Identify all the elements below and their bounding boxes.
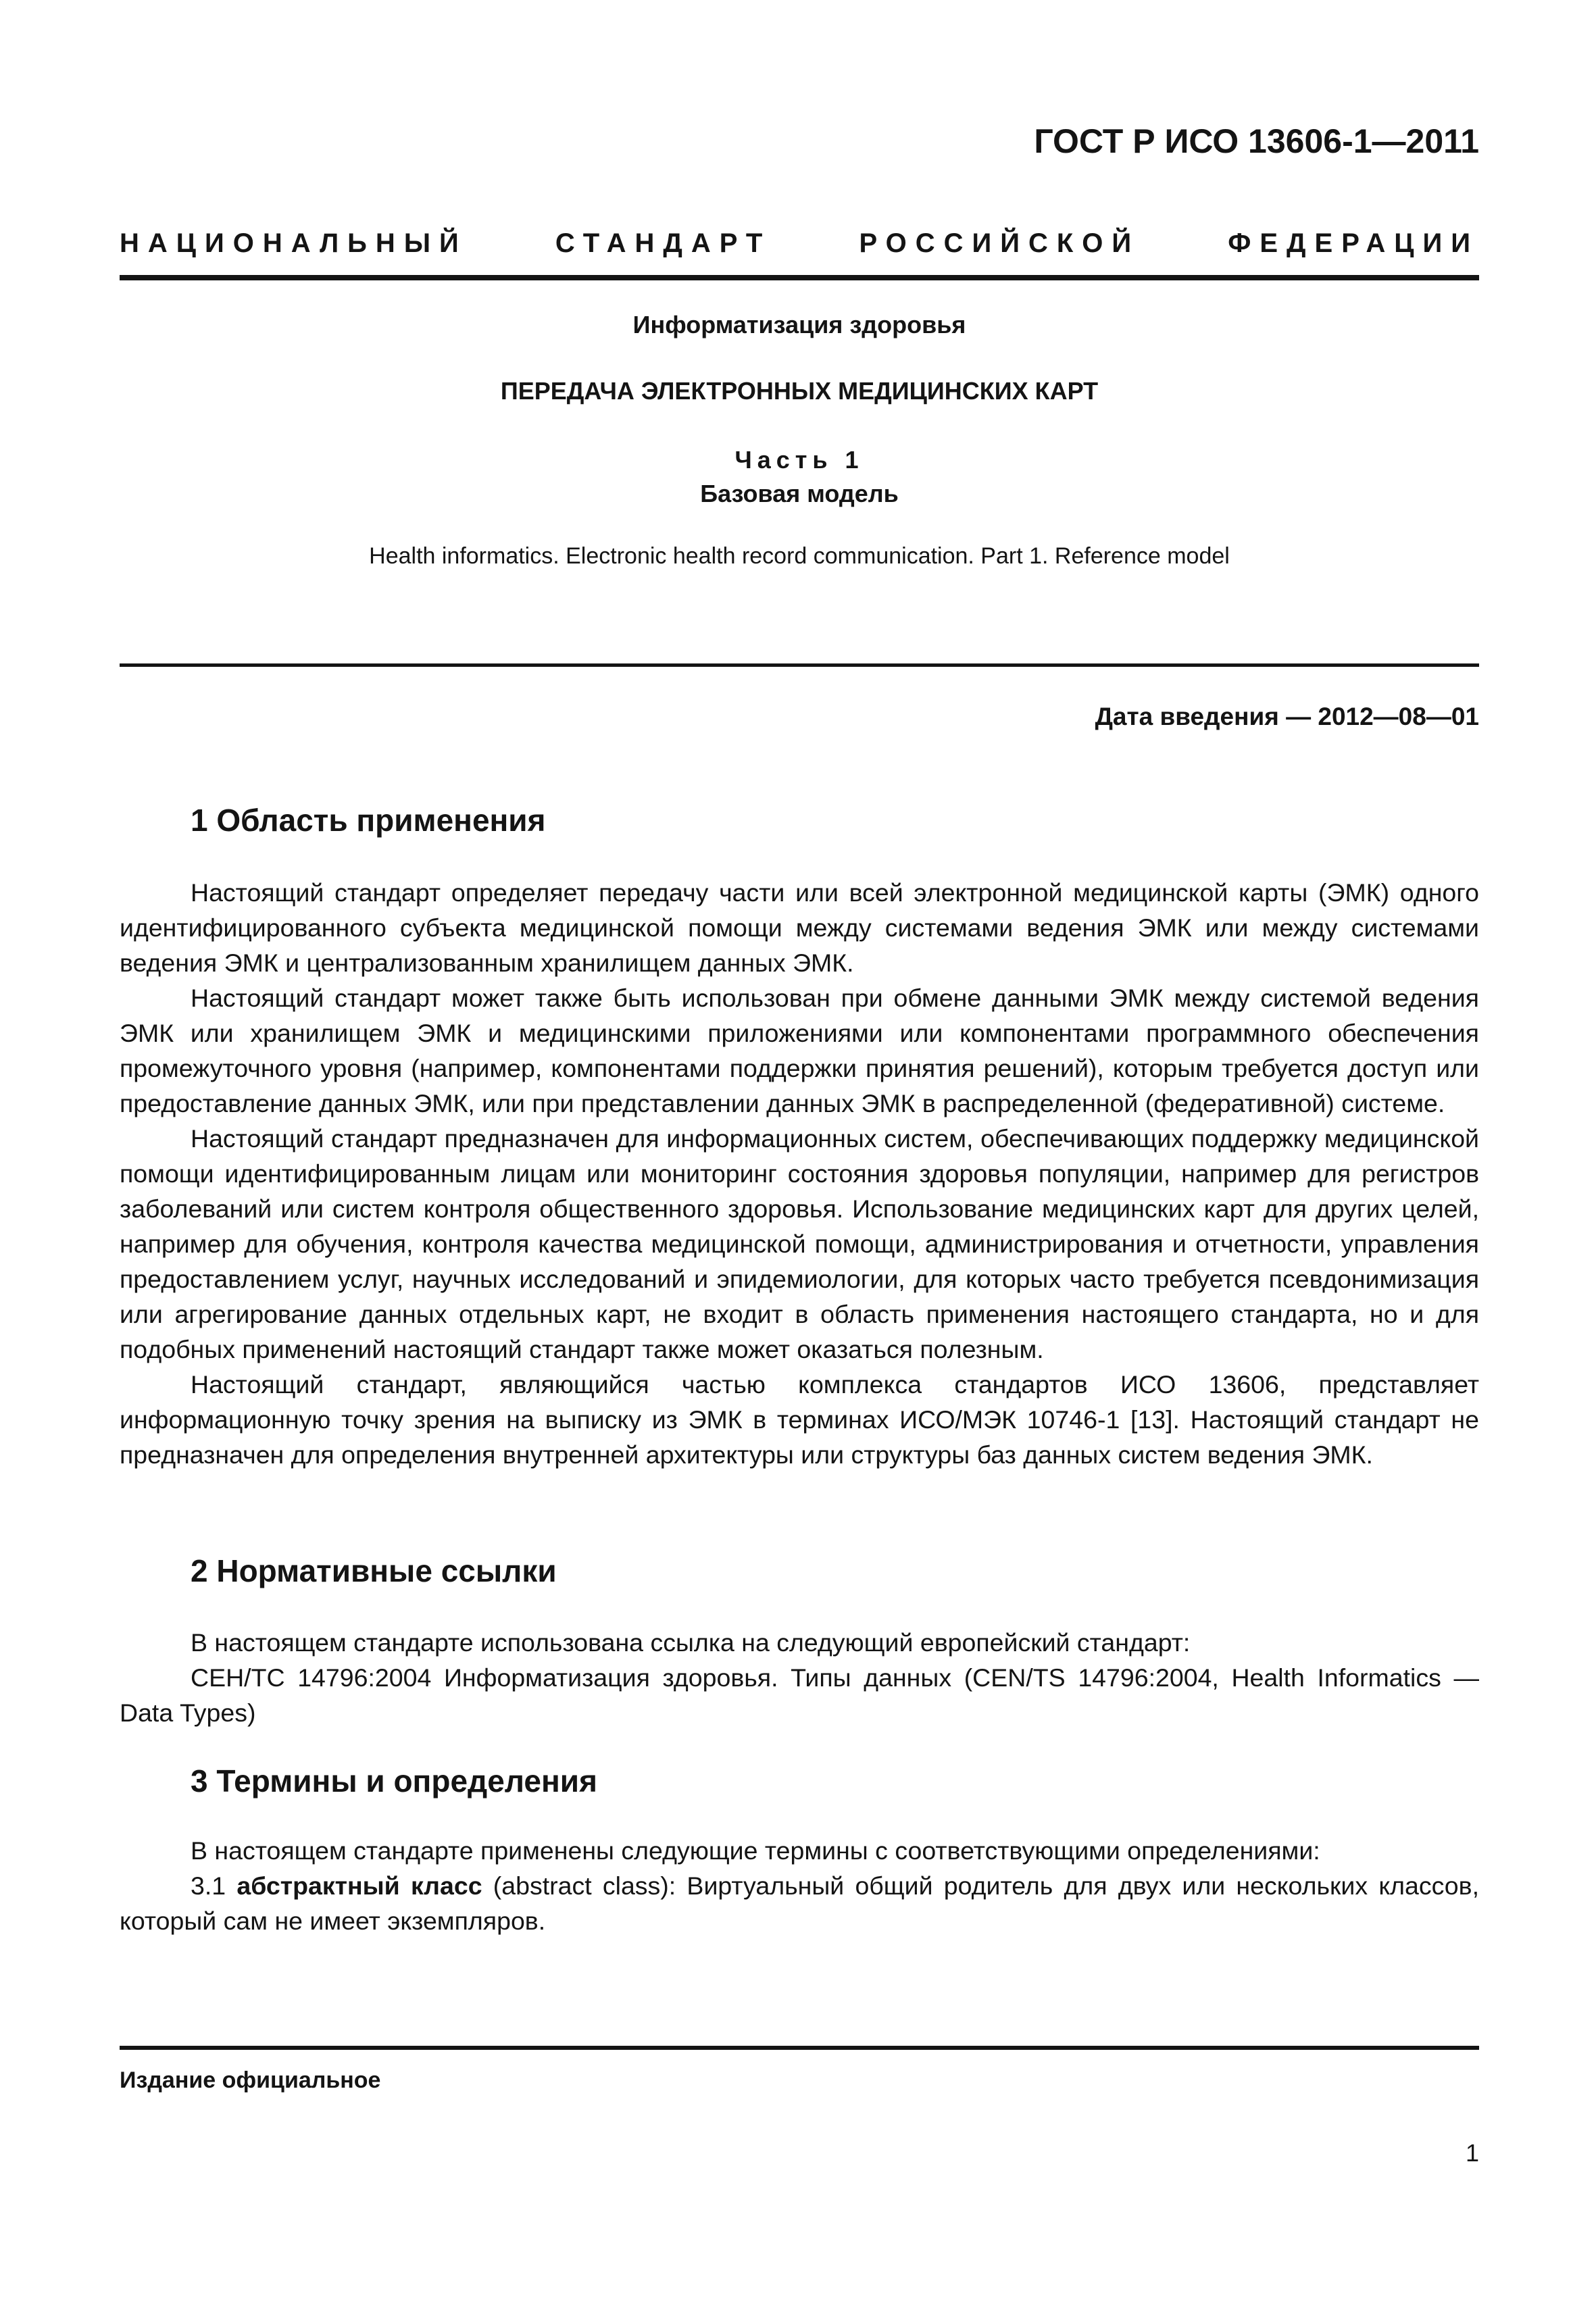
terms-text [120,1833,1479,1938]
middle-divider [120,663,1479,667]
normative-references-text [120,1625,1479,1730]
paragraph: В настоящем стандарте применены следующие термины с соответствующими определениями: [191,1836,1320,1865]
section-heading-scope: 1 Область применения [191,803,546,838]
national-standard-title: НАЦИОНАЛЬНЫЙ СТАНДАРТ РОССИЙСКОЙ ФЕДЕРАЦИИ [120,228,1479,258]
paragraph: Настоящий стандарт предназначен для информационных систем, обеспечивающих поддержку медицинской помощи идентифицированным лицам или мониторинг состояния здоровья популяции, например для регистров заболеваний или систем контроля общественного здоровья. Использование медицинских карт для других целей, например для обучения, контроля качества медицинской помощи, администрирования и отчетности, управления предоставлением услуг, научных исследований и эпидемиологии, для которых часто требуется псевдонимизация или агрегирование данных отдельных карт, не входит в область применения настоящего стандарта, но и для подобных применений настоящий стандарт также может оказаться полезным. [120,1124,1479,1363]
document-title: ПЕРЕДАЧА ЭЛЕКТРОННЫХ МЕДИЦИНСКИХ КАРТ [500,377,1099,405]
official-edition-label: Издание официальное [120,2067,381,2093]
bottom-divider [120,2046,1479,2050]
term-number: 3.1 [191,1871,226,1900]
subject-area: Информатизация здоровья [632,311,966,338]
paragraph: В настоящем стандарте использована ссылка на следующий европейский стандарт: [191,1628,1191,1657]
section-heading-normative-references: 2 Нормативные ссылки [191,1553,557,1588]
part-subtitle: Базовая модель [700,480,899,507]
top-divider [120,275,1479,280]
part-number: Часть 1 [734,446,864,474]
scope-text [120,875,1479,1472]
term-definition-text: (abstract class): Виртуальный общий родитель для двух или нескольких классов, который сам не имеет экземпляров. [120,1871,1480,1935]
section-heading-terms: 3 Термины и определения [191,1763,597,1799]
gost-code: ГОСТ Р ИСО 13606-1—2011 [1034,122,1479,160]
english-title: Health informatics. Electronic health record communication. Part 1. Reference model [369,543,1230,569]
page-number: 1 [1465,2139,1479,2167]
term-definition [120,1868,1479,1938]
paragraph: Настоящий стандарт может также быть использован при обмене данными ЭМК между системой ведения ЭМК или хранилищем ЭМК и медицинскими приложениями или компонентами программного обеспечения промежуточного уровня (например, компонентами поддержки принятия решений), которым требуется доступ или предоставление данных ЭМК, или при представлении данных ЭМК в распределенной (федеративной) системе. [120,984,1479,1117]
paragraph: СЕН/ТС 14796:2004 Информатизация здоровья. Типы данных (CEN/TS 14796:2004, Health Informatics — Data Types) [120,1663,1479,1727]
paragraph: Настоящий стандарт определяет передачу части или всей электронной медицинской карты (ЭМК) одного идентифицированного субъекта медицинской помощи между системами ведения ЭМК или между системами ведения ЭМК и централизованным хранилищем данных ЭМК. [120,878,1479,977]
paragraph: Настоящий стандарт, являющийся частью комплекса стандартов ИСО 13606, представляет информационную точку зрения на выписку из ЭМК в терминах ИСО/МЭК 10746-1 [13]. Настоящий стандарт не предназначен для определения внутренней архитектуры или структуры баз данных систем ведения ЭМК. [120,1370,1479,1469]
date-of-introduction: Дата введения — 2012—08—01 [1095,703,1479,730]
term-name: абстрактный класс [236,1871,482,1900]
